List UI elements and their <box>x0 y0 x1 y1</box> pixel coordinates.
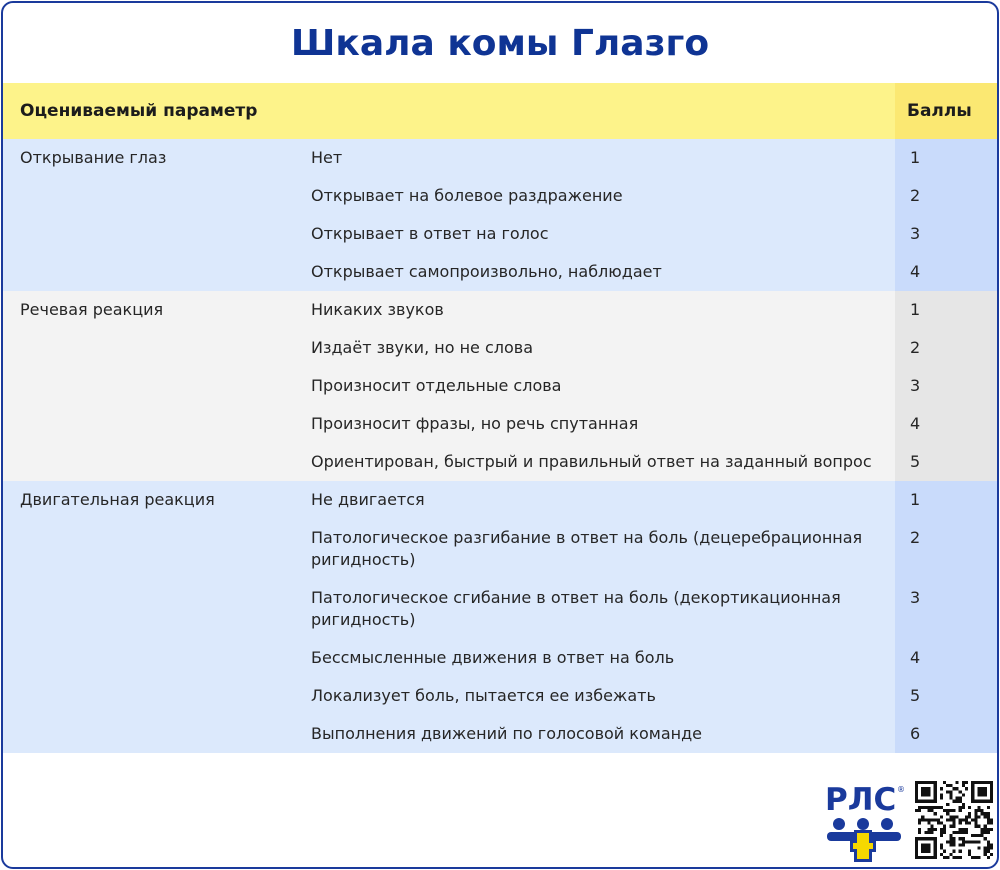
page-title: Шкала комы Глазго <box>290 22 710 64</box>
score-cell: 5 <box>895 443 997 481</box>
header-param: Оцениваемый параметр <box>3 83 895 139</box>
logo-text: РЛС <box>825 782 897 818</box>
table-row <box>3 481 997 519</box>
card <box>1 1 999 869</box>
table-header-row <box>3 83 997 139</box>
response-cell: Локализует боль, пытается ее избежать <box>293 677 895 715</box>
response-cell: Произносит фразы, но речь спутанная <box>293 405 895 443</box>
parameter-cell: Двигательная реакция <box>3 481 293 753</box>
qr-code-icon <box>915 780 993 860</box>
response-cell: Открывает самопроизвольно, наблюдает <box>293 253 895 291</box>
parameter-cell: Речевая реакция <box>3 291 293 481</box>
response-cell: Нет <box>293 139 895 177</box>
header-points: Баллы <box>895 83 997 139</box>
footer <box>3 772 997 867</box>
score-cell: 1 <box>895 291 997 329</box>
response-cell: Ориентирован, быстрый и правильный ответ на заданный вопрос <box>293 443 895 481</box>
score-cell: 2 <box>895 519 997 579</box>
table-body <box>3 139 997 753</box>
response-cell: Бессмысленные движения в ответ на боль <box>293 639 895 677</box>
response-cell: Никаких звуков <box>293 291 895 329</box>
score-cell: 1 <box>895 139 997 177</box>
response-cell: Патологическое разгибание в ответ на боль (децеребрационная ригидность) <box>293 519 895 579</box>
score-cell: 3 <box>895 579 997 639</box>
response-cell: Патологическое сгибание в ответ на боль (декортикационная ригидность) <box>293 579 895 639</box>
score-cell: 4 <box>895 405 997 443</box>
table-row <box>3 291 997 329</box>
response-cell: Открывает в ответ на голос <box>293 215 895 253</box>
glasgow-table <box>3 83 997 753</box>
people-cross-icon <box>827 818 901 862</box>
score-cell: 1 <box>895 481 997 519</box>
score-cell: 2 <box>895 329 997 367</box>
rls-logo <box>823 780 908 864</box>
response-cell: Открывает на болевое раздражение <box>293 177 895 215</box>
score-cell: 5 <box>895 677 997 715</box>
score-cell: 4 <box>895 253 997 291</box>
logo-registered-mark: ® <box>897 785 905 794</box>
response-cell: Издаёт звуки, но не слова <box>293 329 895 367</box>
score-cell: 3 <box>895 215 997 253</box>
response-cell: Не двигается <box>293 481 895 519</box>
table-row <box>3 139 997 177</box>
score-cell: 6 <box>895 715 997 753</box>
response-cell: Произносит отдельные слова <box>293 367 895 405</box>
score-cell: 3 <box>895 367 997 405</box>
score-cell: 2 <box>895 177 997 215</box>
parameter-cell: Открывание глаз <box>3 139 293 291</box>
score-cell: 4 <box>895 639 997 677</box>
response-cell: Выполнения движений по голосовой команде <box>293 715 895 753</box>
